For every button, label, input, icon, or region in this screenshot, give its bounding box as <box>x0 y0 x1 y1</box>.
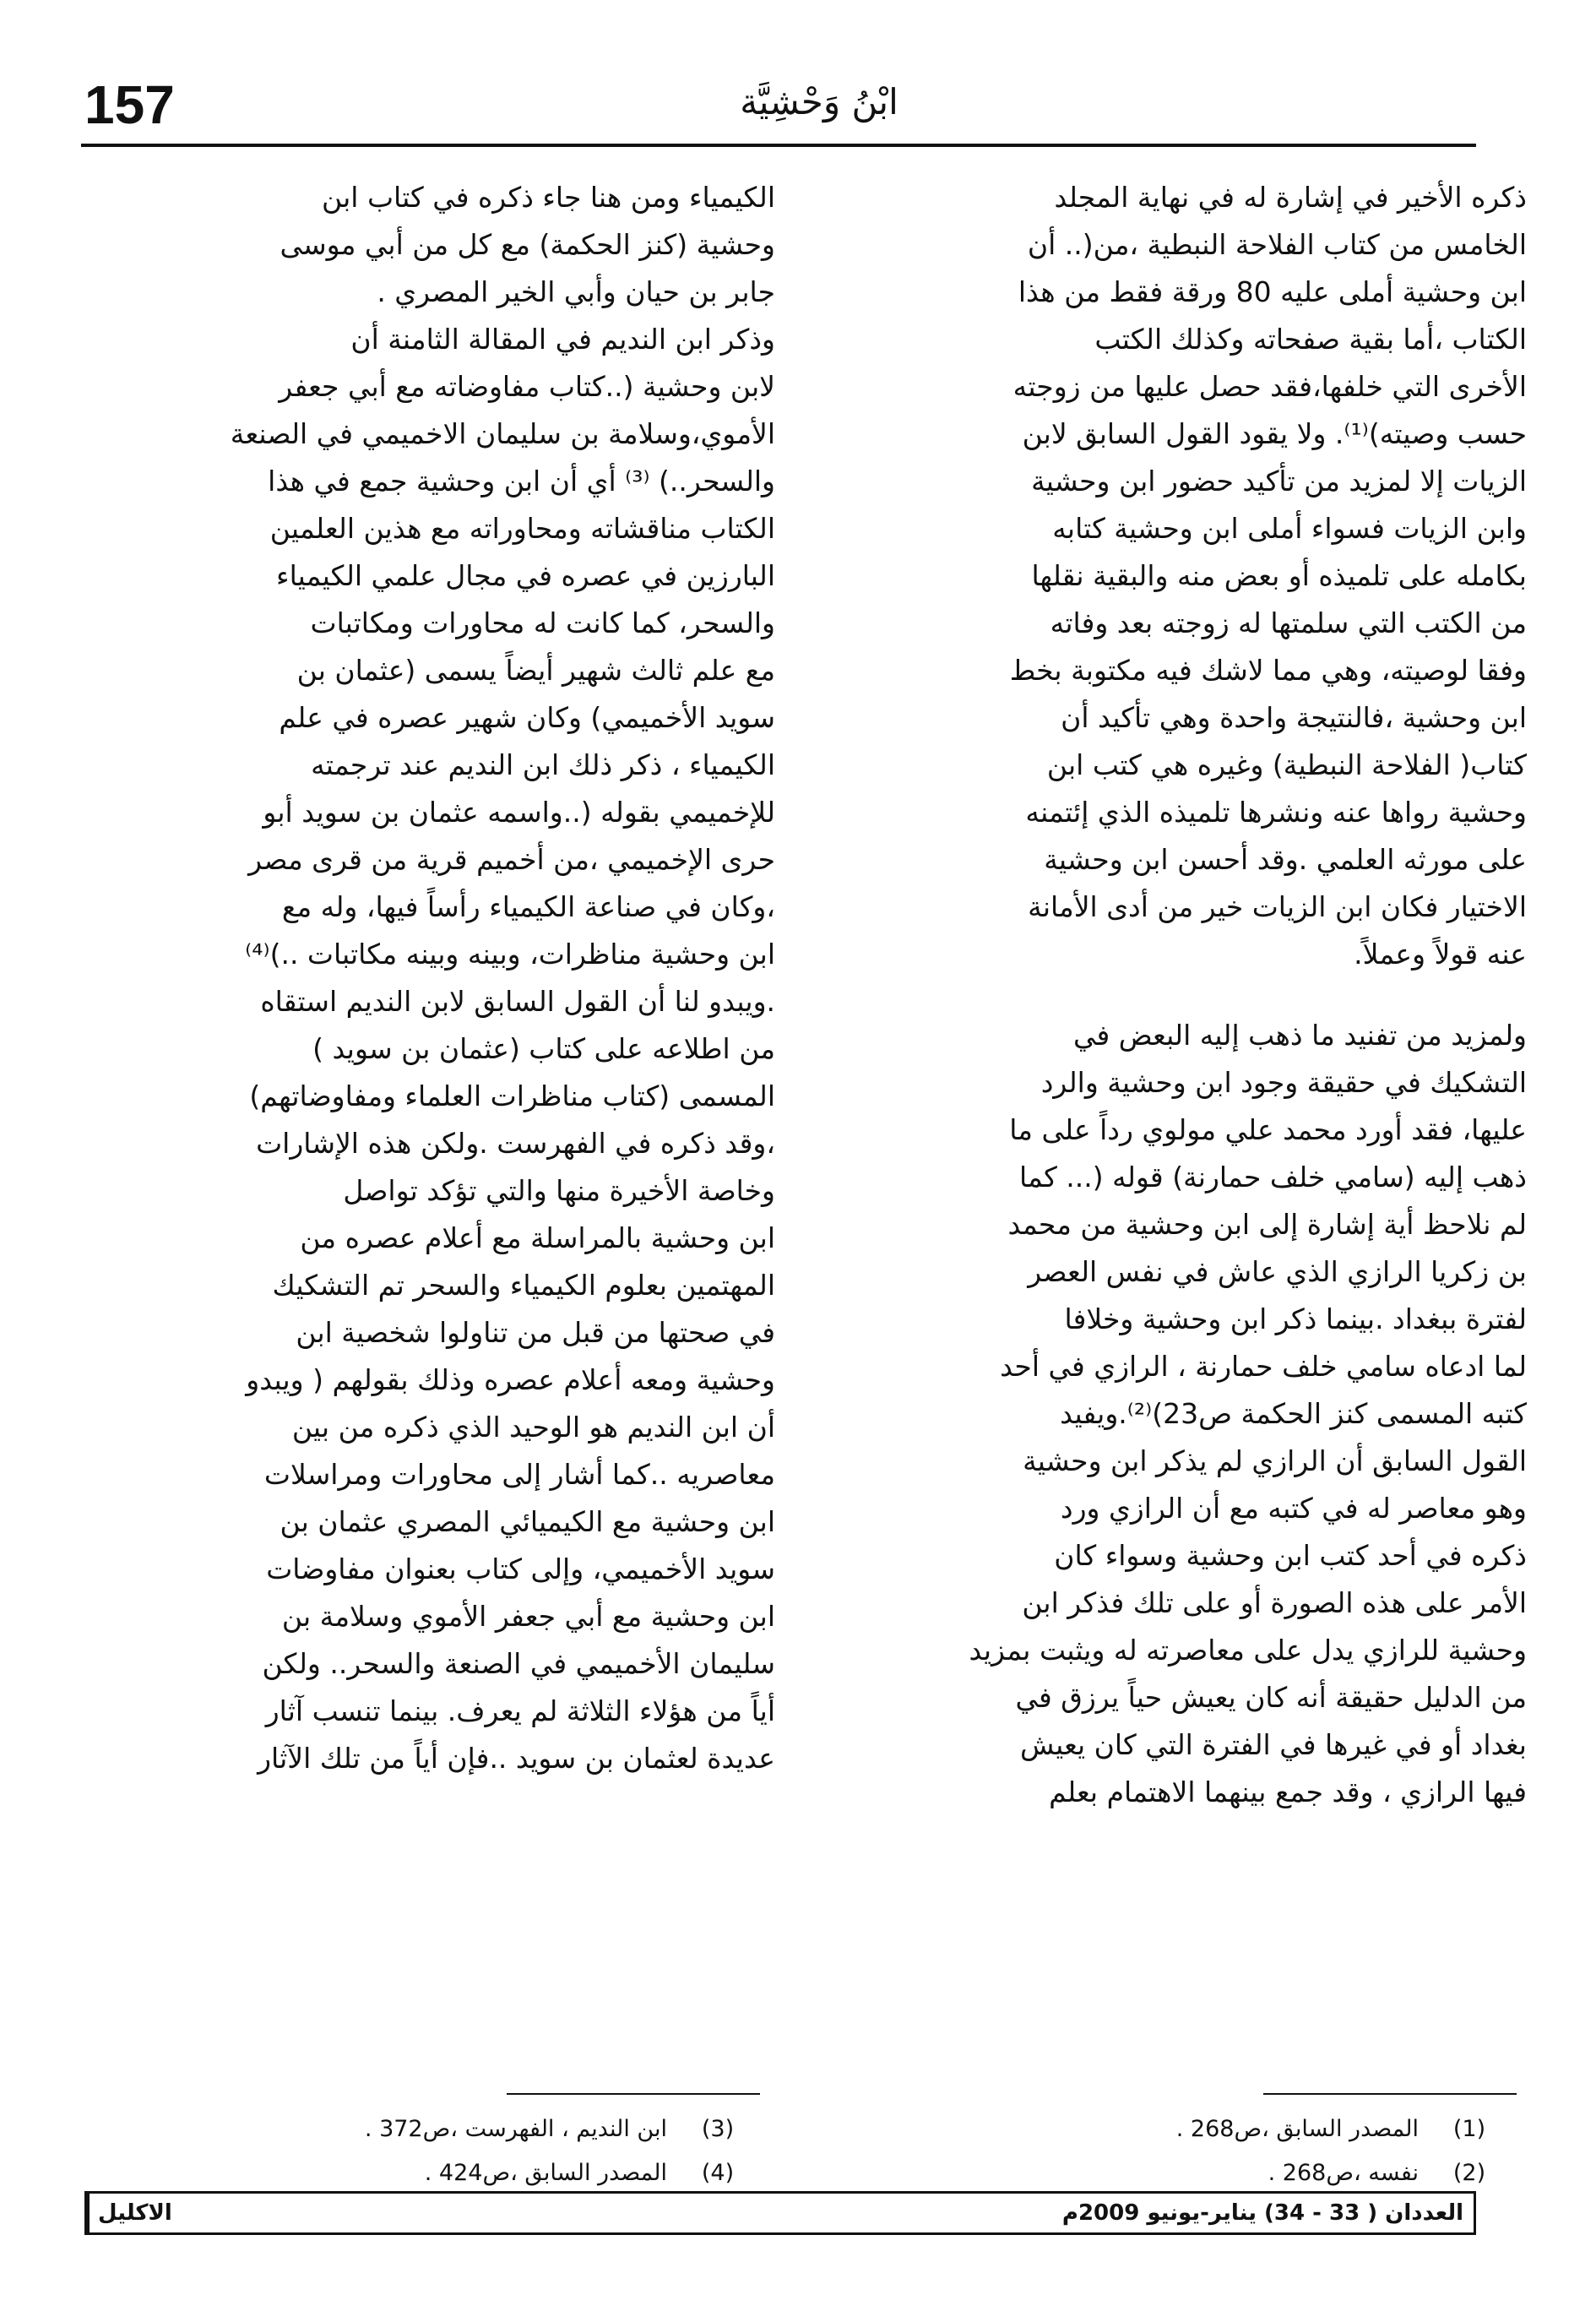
footnote <box>836 2107 1520 2151</box>
text-line: بغداد أو في غيرها في الفترة التي كان يعيش <box>1020 1728 1527 1761</box>
text-line: كتبه المسمى كنز الحكمة ص23)⁽²⁾.ويفيد <box>1060 1397 1527 1430</box>
text-line: وحشية ومعه أعلام عصره وذلك بقولهم ( ويبدو <box>246 1363 775 1396</box>
text-line: ابن وحشية أملى عليه 80 ورقة فقط من هذا <box>1018 275 1527 308</box>
text-line: وحشية للرازي يدل على معاصرته له ويثبت بمزيد <box>969 1634 1527 1667</box>
text-line: لفترة ببغداد .بينما ذكر ابن وحشية وخلافا <box>1064 1302 1527 1335</box>
text-line: الأموي،وسلامة بن سليمان الاخميمي في الصنعة <box>230 417 775 450</box>
paragraph-gap <box>836 978 1527 1012</box>
text-line: الأخرى التي خلفها،فقد حصل عليها من زوجته <box>1012 370 1527 403</box>
footer-bar <box>84 2191 1476 2235</box>
footnote-number: (1) <box>1452 2115 1486 2142</box>
text-line: الأمر على هذه الصورة أو على تلك فذكر ابن <box>1022 1586 1527 1619</box>
text-line: وفقا لوصيته، وهي مما لاشك فيه مكتوبة بخط <box>1009 654 1527 687</box>
left-column-paragraph-1 <box>84 174 775 316</box>
footnote-text: نفسه ،ص268 . <box>1268 2159 1419 2186</box>
text-line: جابر بن حيان وأبي الخير المصري . <box>377 275 775 308</box>
page-number: 157 <box>84 74 175 135</box>
text-line: وحشية رواها عنه ونشرها تلميذه الذي إئتمنه <box>1025 796 1527 829</box>
text-line: الاختيار فكان ابن الزيات خير من أدى الأمانة <box>1028 890 1527 923</box>
text-line: أياً من هؤلاء الثلاثة لم يعرف. بينما تنسب آثار <box>265 1694 775 1727</box>
text-line: ابن وحشية مناظرات، وبينه وبينه مكاتبات ..)⁽⁴⁾ <box>245 938 775 971</box>
text-line: بكامله على تلميذه أو بعض منه والبقية نقلها <box>1031 559 1527 592</box>
footnote <box>84 2107 768 2151</box>
footnotes-right <box>836 2107 1520 2194</box>
text-line: من الدليل حقيقة أنه كان يعيش حياً يرزق في <box>1015 1681 1527 1714</box>
text-line: عديدة لعثمان بن سويد ..فإن أياً من تلك الآثار <box>258 1742 775 1775</box>
text-line: ابن وحشية مع الكيميائي المصري عثمان بن <box>280 1505 775 1538</box>
text-line: الكتاب مناقشاته ومحاوراته مع هذين العلمين <box>269 512 775 545</box>
text-line: من الكتب التي سلمتها له زوجته بعد وفاته <box>1050 606 1527 639</box>
footnote-rule-right <box>1263 2093 1517 2095</box>
footnote-text: ابن النديم ، الفهرست ،ص372 . <box>364 2115 667 2142</box>
text-line: البارزين في عصره في مجال علمي الكيمياء <box>276 559 775 592</box>
text-line: لم نلاحظ أية إشارة إلى ابن وحشية من محمد <box>1007 1208 1527 1241</box>
text-line: لما ادعاه سامي خلف حمارنة ، الرازي في أحد <box>1000 1350 1527 1383</box>
text-line: سويد الأخميمي، وإلى كتاب بعنوان مفاوضات <box>266 1553 775 1585</box>
text-line: في صحتها من قبل من تناولوا شخصية ابن <box>296 1316 775 1349</box>
header-rule <box>81 144 1476 147</box>
text-line: ولمزيد من تفنيد ما ذهب إليه البعض في <box>1072 1019 1527 1052</box>
footnote-text: المصدر السابق ،ص268 . <box>1175 2115 1419 2142</box>
text-line: أن ابن النديم هو الوحيد الذي ذكره من بين <box>291 1411 775 1444</box>
text-line: حسب وصيته)⁽¹⁾. ولا يقود القول السابق لابن <box>1022 417 1527 450</box>
text-line: ابن وحشية ،فالنتيجة واحدة وهي تأكيد أن <box>1061 701 1527 734</box>
text-line: للإخميمي بقوله (..واسمه عثمان بن سويد أبو <box>263 796 775 829</box>
footnote-number: (2) <box>1452 2159 1486 2186</box>
footnote <box>84 2151 768 2194</box>
text-line: من اطلاعه على كتاب (عثمان بن سويد ) <box>312 1032 775 1065</box>
text-line: الكيمياء ، ذكر ذلك ابن النديم عند ترجمته <box>311 748 775 781</box>
right-column <box>836 174 1527 2032</box>
left-column <box>84 174 775 2032</box>
footnote <box>836 2151 1520 2194</box>
text-line: معاصريه ..كما أشار إلى محاورات ومراسلات <box>263 1458 775 1491</box>
text-line: حرى الإخميمي ،من أخميم قرية من قرى مصر <box>248 843 775 876</box>
text-line: عنه قولاً وعملاً. <box>1354 938 1527 971</box>
text-line: الخامس من كتاب الفلاحة النبطية ،من(.. أن <box>1027 228 1527 261</box>
text-line: فيها الرازي ، وقد جمع بينهما الاهتمام بعلم <box>1049 1775 1527 1808</box>
text-line: والسحر..) ⁽³⁾ أي أن ابن وحشية جمع في هذا <box>268 465 775 498</box>
text-line: القول السابق أن الرازي لم يذكر ابن وحشية <box>1023 1444 1527 1477</box>
text-line: ،وقد ذكره في الفهرست .ولكن هذه الإشارات <box>256 1127 775 1160</box>
text-line: وحشية (كنز الحكمة) مع كل من أبي موسى <box>280 228 775 261</box>
text-line: ،وكان في صناعة الكيمياء رأساً فيها، وله مع <box>281 890 775 923</box>
text-line: المهتمين بعلوم الكيمياء والسحر تم التشكيك <box>272 1269 775 1302</box>
text-line: مع علم ثالث شهير أيضاً يسمى (عثمان بن <box>296 654 775 687</box>
text-line: ابن وحشية بالمراسلة مع أعلام عصره من <box>300 1221 775 1254</box>
text-line: وخاصة الأخيرة منها والتي تؤكد تواصل <box>343 1174 775 1207</box>
text-line: المسمى (كتاب مناظرات العلماء ومفاوضاتهم) <box>249 1079 775 1112</box>
left-column-paragraph-2 <box>84 316 775 1782</box>
text-line: ابن وحشية مع أبي جعفر الأموي وسلامة بن <box>281 1600 775 1633</box>
text-line: الزيات إلا لمزيد من تأكيد حضور ابن وحشية <box>1031 465 1527 498</box>
text-line: سويد الأخميمي) وكان شهير عصره في علم <box>279 701 775 734</box>
text-line: الكيمياء ومن هنا جاء ذكره في كتاب ابن <box>321 181 775 214</box>
text-line: ذهب إليه (سامي خلف حمارنة) قوله (... كما <box>1018 1161 1527 1194</box>
text-line: لابن وحشية (..كتاب مفاوضاته مع أبي جعفر <box>279 370 775 403</box>
footnote-number: (4) <box>701 2159 735 2186</box>
text-line: وذكر ابن النديم في المقالة الثامنة أن <box>350 323 775 356</box>
text-line: والسحر، كما كانت له محاورات ومكاتبات <box>310 606 775 639</box>
text-line: كتاب( الفلاحة النبطية) وغيره هي كتب ابن <box>1046 748 1527 781</box>
text-line: على مورثه العلمي .وقد أحسن ابن وحشية <box>1044 843 1527 876</box>
footnotes-left <box>84 2107 768 2194</box>
right-column-paragraph-2 <box>836 1012 1527 1816</box>
footnote-rule-left <box>507 2093 760 2095</box>
text-line: .ويبدو لنا أن القول السابق لابن النديم استقاه <box>260 985 775 1018</box>
journal-name: الاكليل <box>87 2194 172 2232</box>
text-line: وابن الزيات فسواء أملى ابن وحشية كتابه <box>1052 512 1527 545</box>
text-line: التشكيك في حقيقة وجود ابن وحشية والرد <box>1040 1066 1527 1099</box>
issue-info: العددان ( 33 - 34) يناير-يونيو 2009م <box>1061 2200 1463 2226</box>
text-line: عليها، فقد أورد محمد علي مولوي رداً على ما <box>1009 1113 1527 1146</box>
text-line: بن زكريا الرازي الذي عاش في نفس العصر <box>1028 1255 1527 1288</box>
text-line: الكتاب ،أما بقية صفحاته وكذلك الكتب <box>1094 323 1527 356</box>
text-line: ذكره الأخير في إشارة له في نهاية المجلد <box>1054 181 1527 214</box>
footnote-number: (3) <box>701 2115 735 2142</box>
right-column-paragraph-1 <box>836 174 1527 978</box>
footnote-text: المصدر السابق ،ص424 . <box>424 2159 667 2186</box>
text-line: سليمان الأخميمي في الصنعة والسحر.. ولكن <box>262 1647 775 1680</box>
text-line: وهو معاصر له في كتبه مع أن الرازي ورد <box>1060 1492 1527 1525</box>
text-line: ذكره في أحد كتب ابن وحشية وسواء كان <box>1054 1539 1527 1572</box>
running-title: ابْنُ وَحْشِيَّة <box>740 81 898 122</box>
